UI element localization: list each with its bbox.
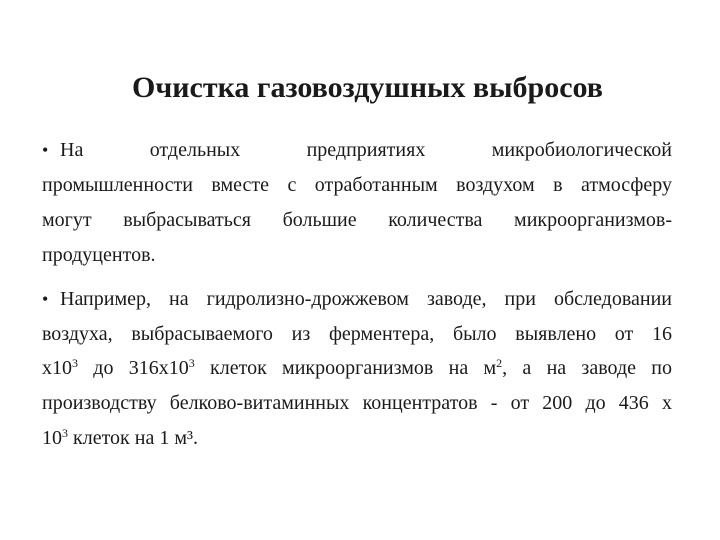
paragraph-1-line-3: могут выбрасываться большие количества микроорганизмов-	[42, 209, 672, 231]
text-span: 10	[42, 427, 62, 449]
bullet-icon: •	[42, 289, 49, 309]
paragraph-2-line-4: производству белково-витаминных концентратов - от 200 до 436 х	[42, 392, 672, 414]
paragraph-2-line-3	[42, 355, 672, 381]
paragraph-1-line-1	[42, 137, 672, 163]
text-span: до 316х10	[78, 357, 189, 379]
superscript: 3	[62, 426, 68, 440]
paragraph-1-line-2: промышленности вместе с отработанным воздухом в атмосферу	[42, 174, 672, 196]
paragraph-2-line-5	[42, 425, 672, 451]
superscript: 3	[188, 356, 195, 370]
text-span: На отдельных предприятиях микробиологической	[60, 139, 672, 161]
text-span: клеток на 1 м³.	[68, 427, 198, 449]
superscript: 3	[72, 356, 78, 370]
paragraph-2-line-1	[42, 286, 672, 312]
paragraph-1-line-4: продуцентов.	[42, 244, 156, 266]
paragraph-2-line-2: воздуха, выбрасываемого из ферментера, было выявлено от 16	[42, 323, 672, 345]
text-span: х10	[42, 357, 72, 379]
text-span: клеток микроорганизмов на м	[194, 357, 497, 379]
bullet-icon: •	[42, 140, 49, 160]
text-span: , а на заводе по	[502, 357, 672, 379]
text-span: Например, на гидролизно-дрожжевом заводе, при обследовании	[60, 288, 672, 310]
superscript: 2	[496, 356, 503, 370]
slide-title: Очистка газовоздушных выбросов	[132, 71, 603, 104]
